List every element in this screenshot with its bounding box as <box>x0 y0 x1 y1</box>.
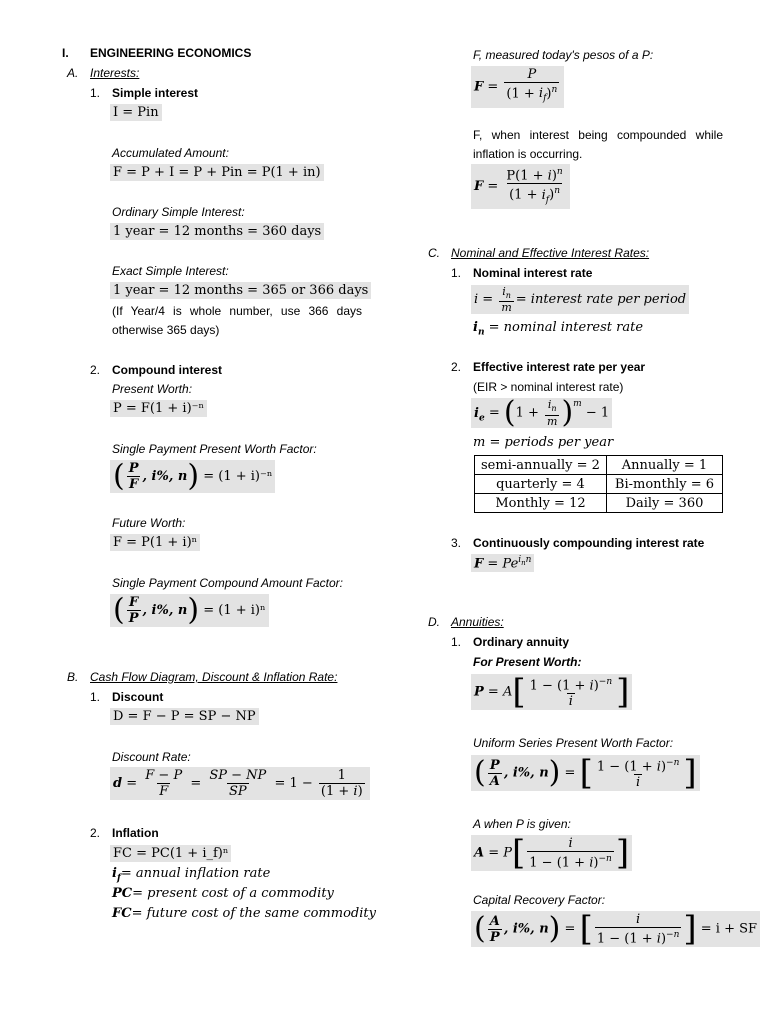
item-number: 1. <box>90 86 101 100</box>
present-cost-definition: PC= present cost of a commodity <box>112 886 334 901</box>
annuity-present-worth-formula: P = A[ $\frac{1 - (1 + i)^{-n}}{i}$ ] <box>471 674 632 710</box>
subsection-letter-a: A. <box>67 66 79 80</box>
subsection-title-nominal-effective: Nominal and Effective Interest Rates: <box>451 246 650 260</box>
effective-rate-note: (EIR > nominal interest rate) <box>473 380 624 394</box>
future-cost-definition: FC= future cost of the same commodity <box>112 906 376 921</box>
accumulated-amount-label: Accumulated Amount: <box>112 146 229 160</box>
item-number: 2. <box>90 363 101 377</box>
compound-interest-heading: Compound interest <box>112 363 222 377</box>
continuous-rate-formula: $F = Pe^{i_nn}$ <box>471 554 534 572</box>
compounding-frequency-table <box>474 455 723 513</box>
subsection-title-cash-flow: Cash Flow Diagram, Discount & Inflation Rate: <box>90 670 338 684</box>
subsection-title-annuities: Annuities: <box>451 615 504 629</box>
item-number: 1. <box>90 690 101 704</box>
section-title: ENGINEERING ECONOMICS <box>90 46 252 60</box>
subsection-title-interests: Interests: <box>90 66 140 80</box>
annuity-present-worth-label: For Present Worth: <box>473 655 582 669</box>
item-number: 3. <box>451 536 462 550</box>
discount-formula: D = F − P = SP − NP <box>110 708 259 725</box>
table-cell: Daily = 360 <box>606 494 722 513</box>
continuous-rate-heading: Continuously compounding interest rate <box>473 536 705 550</box>
exact-simple-interest-formula: 1 year = 12 months = 365 or 366 days <box>110 282 371 299</box>
future-worth-formula: F = P(1 + i)ⁿ <box>110 534 200 551</box>
table-row <box>475 456 723 475</box>
ordinary-simple-interest-formula: 1 year = 12 months = 360 days <box>110 223 324 240</box>
f-today-pesos-label: F, measured today's pesos of a P: <box>473 48 654 62</box>
sppwf-formula: ( $\frac{P}{F}$ , i%, n) = (1 + i)⁻ⁿ <box>110 460 275 493</box>
f-today-pesos-formula: F = $\frac{P}{(1 + i_f)^n}$ <box>471 66 564 108</box>
section-number: I. <box>62 46 69 60</box>
effective-rate-formula: $i_e = (1$ + $\frac{i_n}{m}$ )$^m$ − 1 <box>471 398 612 428</box>
table-cell: Monthly = 12 <box>475 494 607 513</box>
uspwf-formula: ( $\frac{P}{A}$ , i%, n) = [ $\frac{1 - (1 + i)^{-n}}{i}$ ] <box>471 755 700 791</box>
table-cell: quarterly = 4 <box>475 475 607 494</box>
present-worth-label: Present Worth: <box>112 382 193 396</box>
simple-interest-heading: Simple interest <box>112 86 199 100</box>
nominal-rate-heading: Nominal interest rate <box>473 266 593 280</box>
table-row <box>475 475 723 494</box>
discount-rate-label: Discount Rate: <box>112 750 191 764</box>
accumulated-amount-formula: F = P + I = P + Pin = P(1 + in) <box>110 164 324 181</box>
ordinary-annuity-heading: Ordinary annuity <box>473 635 570 649</box>
inflation-formula: FC = PC(1 + i_f)ⁿ <box>110 845 231 862</box>
table-cell: Annually = 1 <box>606 456 722 475</box>
item-number: 1. <box>451 635 462 649</box>
sppwf-label: Single Payment Present Worth Factor: <box>112 442 317 456</box>
nominal-rate-definition: $i_n$ = nominal interest rate <box>473 320 644 338</box>
item-number: 2. <box>451 360 462 374</box>
table-cell: Bi-monthly = 6 <box>606 475 722 494</box>
spcaf-formula: ( $\frac{F}{P}$ , i%, n) = (1 + i)ⁿ <box>110 594 269 627</box>
periods-definition: m = periods per year <box>473 435 614 450</box>
subsection-letter-c: C. <box>428 246 440 260</box>
discount-heading: Discount <box>112 690 164 704</box>
discount-rate-formula: d = $\frac{F - P}{F}$ = $\frac{SP - NP}{SP}$ = 1 − $\frac{1}{(1 + i)}$ <box>110 767 370 800</box>
a-when-p-label: A when P is given: <box>473 817 571 831</box>
f-compounded-formula: F = $\frac{P(1 + i)^n}{(1 + i_f)^n}$ <box>471 164 570 209</box>
subsection-letter-d: D. <box>428 615 440 629</box>
f-compounded-label: F, when interest being compounded while inflation is occurring. <box>473 128 723 161</box>
inflation-heading: Inflation <box>112 826 159 840</box>
ordinary-simple-interest-label: Ordinary Simple Interest: <box>112 205 245 219</box>
inflation-rate-definition: $i_f=$ annual inflation rate <box>112 866 271 884</box>
exact-simple-interest-note: (If Year/4 is whole number, use 366 days otherwise 365 days) <box>112 304 362 337</box>
table-cell: semi-annually = 2 <box>475 456 607 475</box>
crf-formula: ( $\frac{A}{P}$ , i%, n) = [ $\frac{i}{1 - (1 + i)^{-n}}$ ] = i + SF <box>471 911 760 947</box>
spcaf-label: Single Payment Compound Amount Factor: <box>112 576 344 590</box>
table-row <box>475 494 723 513</box>
crf-label: Capital Recovery Factor: <box>473 893 606 907</box>
a-when-p-formula: A = P[ $\frac{i}{1 - (1 + i)^{-n}}$ ] <box>471 835 632 871</box>
nominal-rate-formula: i = $\frac{i_n}{m}$ = interest rate per period <box>471 285 689 314</box>
future-worth-label: Future Worth: <box>112 516 186 530</box>
uspwf-label: Uniform Series Present Worth Factor: <box>473 736 674 750</box>
simple-interest-formula: I = Pin <box>110 104 162 121</box>
exact-simple-interest-label: Exact Simple Interest: <box>112 264 229 278</box>
item-number: 2. <box>90 826 101 840</box>
present-worth-formula: P = F(1 + i)⁻ⁿ <box>110 400 207 417</box>
subsection-letter-b: B. <box>67 670 79 684</box>
effective-rate-heading: Effective interest rate per year <box>473 360 646 374</box>
item-number: 1. <box>451 266 462 280</box>
